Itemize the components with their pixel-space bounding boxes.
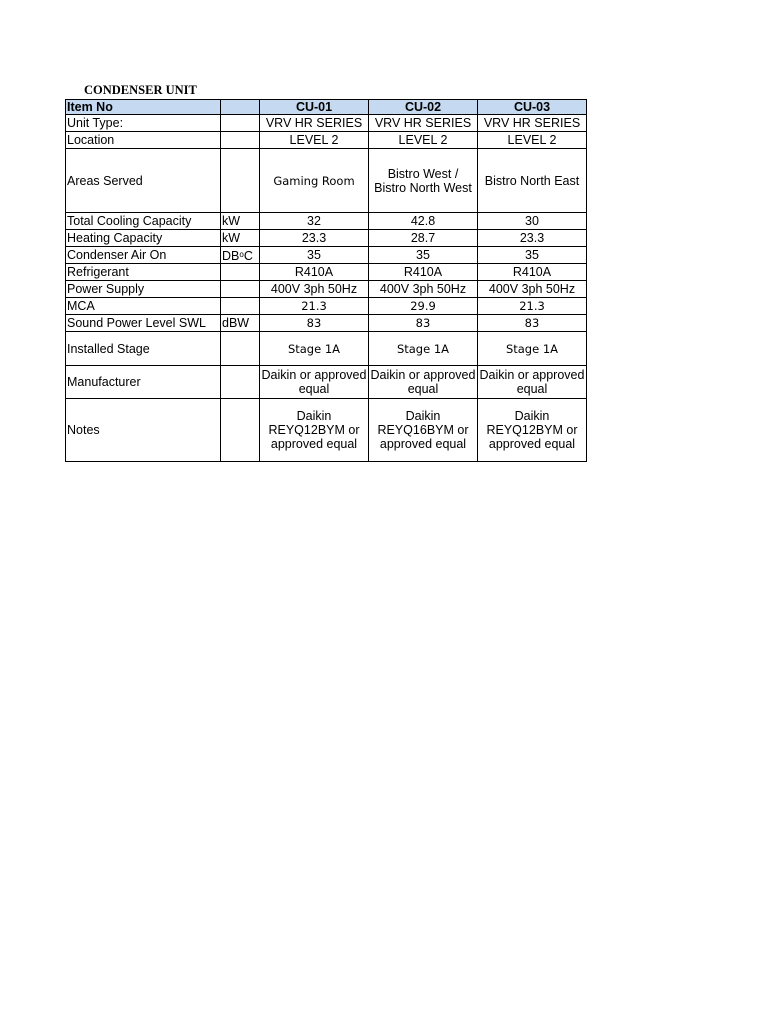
row-unit-cell[interactable] [221, 149, 260, 213]
row-unit-cell[interactable]: kW [221, 230, 260, 247]
table-row-installed-stage [66, 332, 587, 366]
row-label-cell[interactable]: MCA [66, 298, 221, 315]
table-row-manufacturer [66, 366, 587, 399]
row-label-cell[interactable]: Manufacturer [66, 366, 221, 399]
unit-text: DB [222, 248, 240, 263]
row-value-cell[interactable]: Bistro West / Bistro North West [369, 149, 478, 213]
row-unit-cell[interactable] [221, 264, 260, 281]
row-unit-cell[interactable] [221, 366, 260, 399]
row-value-cell[interactable]: 400V 3ph 50Hz [369, 281, 478, 298]
header-cu-01-cell[interactable]: CU-01 [260, 100, 369, 115]
row-value-cell[interactable]: Daikin REYQ12BYM or approved equal [478, 399, 587, 462]
row-label-cell[interactable]: Sound Power Level SWL [66, 315, 221, 332]
row-unit-cell[interactable] [221, 132, 260, 149]
row-value-cell[interactable]: R410A [369, 264, 478, 281]
table-row-location [66, 132, 587, 149]
row-value-cell[interactable]: VRV HR SERIES [369, 115, 478, 132]
row-value-cell[interactable]: Daikin REYQ16BYM or approved equal [369, 399, 478, 462]
row-value-cell[interactable]: 35 [369, 247, 478, 264]
row-unit-cell[interactable]: kW [221, 213, 260, 230]
row-label-cell[interactable]: Condenser Air On [66, 247, 221, 264]
row-value-cell[interactable]: LEVEL 2 [478, 132, 587, 149]
row-label-cell[interactable]: Heating Capacity [66, 230, 221, 247]
unit-suffix: C [243, 248, 253, 263]
table-row-unit-type [66, 115, 587, 132]
row-value-cell[interactable]: 29.9 [369, 298, 478, 315]
row-value-cell[interactable]: 42.8 [369, 213, 478, 230]
table-row-heating-capacity [66, 230, 587, 247]
table-row-sound-power-level [66, 315, 587, 332]
row-value-cell[interactable]: 83 [369, 315, 478, 332]
row-unit-cell[interactable] [221, 247, 260, 264]
row-unit-cell[interactable] [221, 115, 260, 132]
row-label-cell[interactable]: Areas Served [66, 149, 221, 213]
row-value-cell[interactable]: Stage 1A [260, 332, 369, 366]
table-row-total-cooling-capacity [66, 213, 587, 230]
row-value-cell[interactable]: VRV HR SERIES [478, 115, 587, 132]
row-unit-cell[interactable] [221, 281, 260, 298]
row-value-cell[interactable]: VRV HR SERIES [260, 115, 369, 132]
row-label-cell[interactable]: Installed Stage [66, 332, 221, 366]
row-value-cell[interactable]: LEVEL 2 [369, 132, 478, 149]
row-value-cell[interactable]: 21.3 [478, 298, 587, 315]
row-value-cell[interactable]: 21.3 [260, 298, 369, 315]
row-value-cell[interactable]: Daikin or approved equal [369, 366, 478, 399]
row-value-cell[interactable]: 83 [260, 315, 369, 332]
row-label-cell[interactable]: Notes [66, 399, 221, 462]
table-row-areas-served [66, 149, 587, 213]
row-value-cell[interactable]: Daikin or approved equal [260, 366, 369, 399]
row-value-cell[interactable]: Bistro North East [478, 149, 587, 213]
row-value-cell[interactable]: Gaming Room [260, 149, 369, 213]
row-value-cell[interactable]: 83 [478, 315, 587, 332]
header-cu-02-cell[interactable]: CU-02 [369, 100, 478, 115]
table-row-refrigerant [66, 264, 587, 281]
table-row-power-supply [66, 281, 587, 298]
row-label-cell[interactable]: Refrigerant [66, 264, 221, 281]
row-value-cell[interactable]: LEVEL 2 [260, 132, 369, 149]
header-unit-cell[interactable] [221, 100, 260, 115]
row-unit-cell[interactable] [221, 399, 260, 462]
sheet-title: CONDENSER UNIT [84, 83, 197, 97]
row-value-cell[interactable]: 32 [260, 213, 369, 230]
row-value-cell[interactable]: Daikin or approved equal [478, 366, 587, 399]
unit-superscript: o [239, 249, 244, 259]
table-row-mca [66, 298, 587, 315]
row-value-cell[interactable]: 400V 3ph 50Hz [260, 281, 369, 298]
row-unit-cell[interactable]: dBW [221, 315, 260, 332]
row-unit-cell[interactable] [221, 332, 260, 366]
table-row-notes [66, 399, 587, 462]
row-value-cell[interactable]: 35 [260, 247, 369, 264]
row-value-cell[interactable]: 28.7 [369, 230, 478, 247]
row-value-cell[interactable]: R410A [478, 264, 587, 281]
row-value-cell[interactable]: R410A [260, 264, 369, 281]
row-value-cell[interactable]: Daikin REYQ12BYM or approved equal [260, 399, 369, 462]
row-value-cell[interactable]: 23.3 [478, 230, 587, 247]
row-value-cell[interactable]: 30 [478, 213, 587, 230]
row-value-cell[interactable]: Stage 1A [369, 332, 478, 366]
header-label-cell[interactable]: Item No [66, 100, 221, 115]
row-label-cell[interactable]: Total Cooling Capacity [66, 213, 221, 230]
header-cu-03-cell[interactable]: CU-03 [478, 100, 587, 115]
row-label-cell[interactable]: Location [66, 132, 221, 149]
condenser-schedule-table [65, 99, 587, 462]
row-value-cell[interactable]: 400V 3ph 50Hz [478, 281, 587, 298]
row-value-cell[interactable]: 35 [478, 247, 587, 264]
row-label-cell[interactable]: Unit Type: [66, 115, 221, 132]
row-value-cell[interactable]: Stage 1A [478, 332, 587, 366]
row-label-cell[interactable]: Power Supply [66, 281, 221, 298]
header-row [66, 100, 587, 115]
table-row-condenser-air-on [66, 247, 587, 264]
row-unit-cell[interactable] [221, 298, 260, 315]
row-value-cell[interactable]: 23.3 [260, 230, 369, 247]
